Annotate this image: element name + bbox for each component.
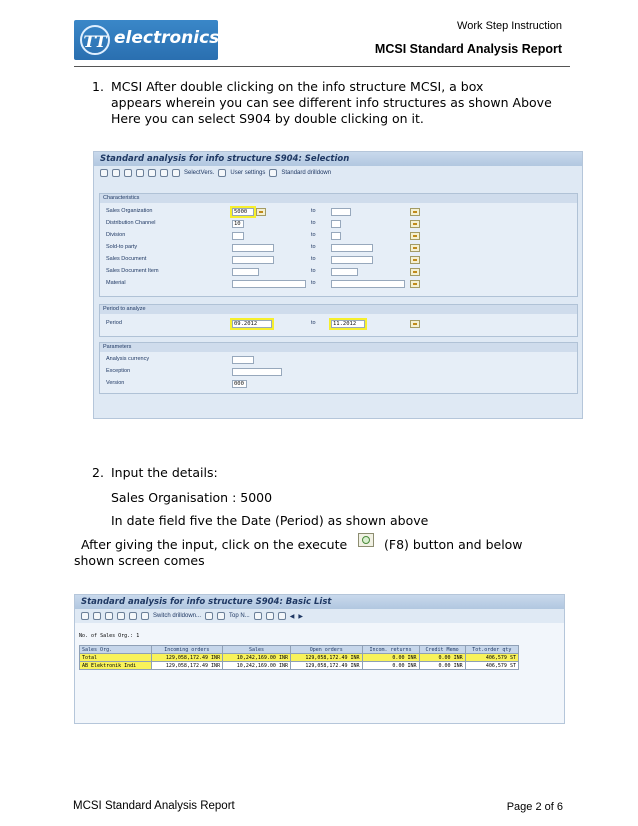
selection-toolbar bbox=[94, 166, 582, 180]
step2-number: 2. bbox=[92, 465, 104, 480]
parameters-heading: Parameters bbox=[100, 343, 577, 352]
cell-sales: 10,242,169.00 INR bbox=[223, 662, 291, 670]
label-division: Division bbox=[106, 232, 126, 238]
cell-returns: 0.00 INR bbox=[362, 662, 419, 670]
report-title: MCSI Standard Analysis Report bbox=[374, 42, 562, 56]
distribution-channel-to-field[interactable] bbox=[331, 220, 341, 228]
logo-mark: TT bbox=[80, 25, 110, 55]
multiple-selection-icon[interactable] bbox=[410, 244, 420, 252]
multiple-selection-icon[interactable] bbox=[410, 320, 420, 328]
cell-incoming: 129,058,172.49 INR bbox=[151, 662, 223, 670]
column-header[interactable]: Tot.order qty bbox=[465, 646, 518, 654]
division-to-field[interactable] bbox=[331, 232, 341, 240]
multiple-selection-icon[interactable] bbox=[410, 280, 420, 288]
cell-qty: 406,579 ST bbox=[465, 654, 518, 662]
step2-line3: In date field five the Date (Period) as shown above bbox=[111, 513, 429, 528]
sales-document-from-field[interactable] bbox=[232, 256, 274, 264]
label-version: Version bbox=[106, 380, 125, 386]
header-divider bbox=[74, 66, 570, 67]
sold-to-party-to-field[interactable] bbox=[331, 244, 373, 252]
basic-list-toolbar bbox=[75, 609, 564, 623]
multiple-selection-icon[interactable] bbox=[410, 208, 420, 216]
get-variant-icon[interactable] bbox=[124, 169, 132, 177]
variant-icon[interactable] bbox=[112, 169, 120, 177]
drilldown-icon bbox=[269, 169, 277, 177]
cell-org: AB Elektronik Indi bbox=[80, 662, 152, 670]
step1-line3: Here you can select S904 by double clicking on it. bbox=[111, 111, 424, 126]
table-row-total[interactable] bbox=[80, 654, 519, 662]
period-heading: Period to analyze bbox=[100, 305, 577, 314]
execute-note-after: (F8) button and below bbox=[384, 537, 523, 552]
period-to-field[interactable]: 11.2012 bbox=[331, 320, 365, 328]
column-header[interactable]: Open orders bbox=[290, 646, 362, 654]
top-n-icon bbox=[217, 612, 225, 620]
save-icon[interactable] bbox=[136, 169, 144, 177]
sap-basic-list-screen bbox=[74, 594, 565, 724]
switch-drilldown-button[interactable]: Switch drilldown... bbox=[153, 613, 202, 619]
sales-document-item-to-field[interactable] bbox=[331, 268, 358, 276]
sales-document-item-from-field[interactable] bbox=[232, 268, 259, 276]
footer-title: MCSI Standard Analysis Report bbox=[73, 800, 235, 812]
label-analysis-currency: Analysis currency bbox=[106, 356, 150, 362]
cell-credit: 0.00 INR bbox=[419, 662, 465, 670]
selection-screen-title: Standard analysis for info structure S904: Selection bbox=[94, 152, 582, 166]
cell-qty: 406,579 ST bbox=[465, 662, 518, 670]
characteristics-heading: Characteristics bbox=[100, 194, 577, 203]
switch-drilldown-icon bbox=[141, 612, 149, 620]
execute-icon[interactable] bbox=[100, 169, 108, 177]
label-period: Period bbox=[106, 320, 122, 326]
execute-note-before: After giving the input, click on the execute bbox=[81, 537, 348, 552]
info-icon[interactable] bbox=[278, 612, 286, 620]
cell-returns: 0.00 INR bbox=[362, 654, 419, 662]
user-settings-button[interactable]: User settings bbox=[230, 170, 266, 176]
cell-open: 129,058,172.49 INR bbox=[290, 654, 362, 662]
material-from-field[interactable] bbox=[232, 280, 306, 288]
info-icon[interactable] bbox=[160, 169, 168, 177]
distribution-channel-from-field[interactable]: 10 bbox=[232, 220, 244, 228]
division-from-field[interactable] bbox=[232, 232, 244, 240]
material-to-field[interactable] bbox=[331, 280, 405, 288]
to-label: to bbox=[311, 320, 316, 326]
filter-icon[interactable] bbox=[254, 612, 262, 620]
standard-drilldown-button[interactable]: Standard drilldown bbox=[281, 170, 332, 176]
sold-to-party-from-field[interactable] bbox=[232, 244, 274, 252]
to-label: to bbox=[311, 220, 316, 226]
page-number: Page 2 of 6 bbox=[506, 801, 563, 813]
cell-open: 129,058,172.49 INR bbox=[290, 662, 362, 670]
version-field[interactable]: 000 bbox=[232, 380, 247, 388]
sales-org-to-field[interactable] bbox=[331, 208, 351, 216]
delete-icon[interactable] bbox=[148, 169, 156, 177]
top-n-button[interactable]: Top N... bbox=[229, 613, 250, 619]
basic-list-table bbox=[79, 645, 519, 670]
work-step-label: Work Step Instruction bbox=[457, 20, 562, 32]
step1-line2: appears wherein you can see different info structures as shown Above bbox=[111, 95, 552, 110]
save-icon[interactable] bbox=[93, 612, 101, 620]
to-label: to bbox=[311, 268, 316, 274]
sales-document-to-field[interactable] bbox=[331, 256, 373, 264]
to-label: to bbox=[311, 280, 316, 286]
characteristics-group bbox=[99, 193, 578, 297]
sort-icon[interactable] bbox=[205, 612, 213, 620]
graphic-icon[interactable] bbox=[129, 612, 137, 620]
select-versions-icon bbox=[172, 169, 180, 177]
column-header[interactable]: Incoming orders bbox=[151, 646, 223, 654]
parameters-group bbox=[99, 342, 578, 394]
sales-org-from-field[interactable]: 5000 bbox=[232, 208, 254, 216]
user-settings-icon bbox=[218, 169, 226, 177]
multiple-selection-icon[interactable] bbox=[410, 268, 420, 276]
exception-field[interactable] bbox=[232, 368, 282, 376]
table-header-row bbox=[80, 646, 519, 654]
label-sales-document-item: Sales Document Item bbox=[106, 268, 159, 274]
label-sales-organization: Sales Organization bbox=[106, 208, 153, 214]
basic-list-title: Standard analysis for info structure S904: Basic List bbox=[75, 595, 564, 609]
matchcode-icon[interactable] bbox=[256, 208, 266, 216]
step1-line1: MCSI After double clicking on the info structure MCSI, a box bbox=[111, 79, 484, 94]
company-logo bbox=[74, 20, 218, 60]
to-label: to bbox=[311, 256, 316, 262]
to-label: to bbox=[311, 232, 316, 238]
multiple-selection-icon[interactable] bbox=[410, 232, 420, 240]
cell-credit: 0.00 INR bbox=[419, 654, 465, 662]
step2-line1: Input the details: bbox=[111, 465, 218, 480]
label-distribution-channel: Distribution Channel bbox=[106, 220, 156, 226]
label-material: Material bbox=[106, 280, 126, 286]
print-icon[interactable] bbox=[81, 612, 89, 620]
execute-icon bbox=[358, 533, 374, 547]
previous-arrow-icon[interactable]: ◀ bbox=[289, 613, 295, 620]
column-header[interactable]: Incom. returns bbox=[362, 646, 419, 654]
logo-text: electronics bbox=[114, 28, 220, 48]
period-group bbox=[99, 304, 578, 337]
table-row[interactable] bbox=[80, 662, 519, 670]
column-header[interactable]: Sales Org. bbox=[80, 646, 152, 654]
to-label: to bbox=[311, 208, 316, 214]
next-arrow-icon[interactable]: ▶ bbox=[298, 613, 303, 620]
label-sold-to-party: Sold-to party bbox=[106, 244, 138, 250]
column-header[interactable]: Sales bbox=[223, 646, 291, 654]
copy-icon[interactable] bbox=[105, 612, 113, 620]
layout-icon[interactable] bbox=[266, 612, 274, 620]
to-label: to bbox=[311, 244, 316, 250]
multiple-selection-icon[interactable] bbox=[410, 256, 420, 264]
execute-note-line2: shown screen comes bbox=[74, 553, 205, 568]
analysis-currency-field[interactable] bbox=[232, 356, 254, 364]
multiple-selection-icon[interactable] bbox=[410, 220, 420, 228]
label-sales-document: Sales Document bbox=[106, 256, 147, 262]
cell-incoming: 129,058,172.49 INR bbox=[151, 654, 223, 662]
export-icon[interactable] bbox=[117, 612, 125, 620]
sap-selection-screen bbox=[93, 151, 583, 419]
label-exception: Exception bbox=[106, 368, 131, 374]
cell-sales: 10,242,169.00 INR bbox=[223, 654, 291, 662]
column-header[interactable]: Credit Memo bbox=[419, 646, 465, 654]
period-from-field[interactable]: 09.2012 bbox=[232, 320, 272, 328]
select-versions-button[interactable]: SelectVers. bbox=[184, 170, 215, 176]
step1-number: 1. bbox=[92, 79, 104, 94]
cell-org: Total bbox=[80, 654, 152, 662]
step2-line2: Sales Organisation : 5000 bbox=[111, 490, 273, 505]
count-line: No. of Sales Org.: 1 bbox=[79, 633, 140, 639]
